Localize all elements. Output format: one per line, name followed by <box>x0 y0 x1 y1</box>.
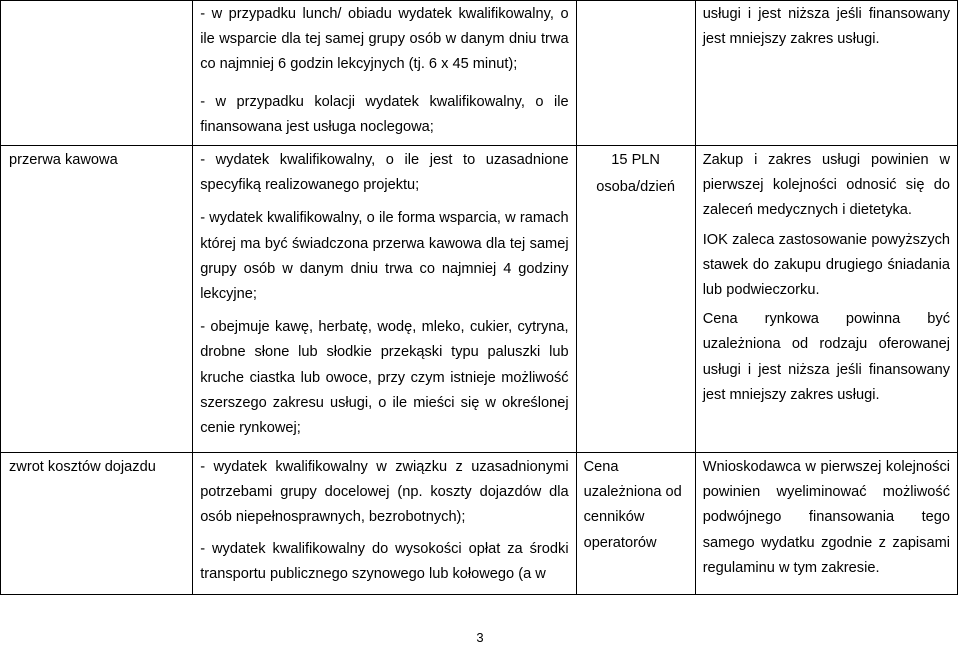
rate-cell <box>576 146 695 453</box>
condition-paragraph: - wydatek kwalifikowalny w związku z uzasadnionymi potrzebami grupy docelowej (np. koszty dojazdów dla osób niepełnosprawnych, bezrobotnych); <box>200 459 569 526</box>
condition-paragraph: - wydatek kwalifikowalny, o ile forma wsparcia, w ramach której ma być świadczona przerwa kawowa dla tej samej grupy osób w danym dniu trwa co najmniej 4 godziny lekcyjne; <box>200 210 569 303</box>
table-row-meals-continued <box>1 1 958 146</box>
notes-cell <box>695 146 957 453</box>
note-paragraph: Cena rynkowa powinna być uzależniona od rodzaju oferowanej usługi i jest niższa jeśli finansowany jest mniejszy zakres usługi. <box>702 311 950 403</box>
table-row-coffee-break <box>1 146 958 453</box>
condition-paragraph: - wydatek kwalifikowalny do wysokości opłat za środki transportu publicznego szynowego lub kołowego (a w <box>200 540 569 582</box>
rate-text: Cena uzależniona od cenników operatorów <box>583 459 682 551</box>
condition-paragraph: - w przypadku lunch/ obiadu wydatek kwalifikowalny, o ile wsparcie dla tej samej grupy osób w danym dniu trwa co najmniej 6 godzin lekcyjnych (tj. 6 x 45 minut); <box>200 6 569 73</box>
page-number: 3 <box>476 630 484 645</box>
conditions-cell <box>193 146 576 453</box>
notes-cell <box>695 1 957 146</box>
label-cell <box>1 1 193 146</box>
rate-cell <box>576 453 695 595</box>
note-paragraph: Zakup i zakres usługi powinien w pierwszej kolejności odnosić się do zaleceń medycznych i dietetyka. <box>702 152 950 219</box>
conditions-cell <box>193 453 576 595</box>
rate-amount: 15 PLN <box>611 152 660 168</box>
note-paragraph: Wnioskodawca w pierwszej kolejności powinien wyeliminować możliwość podwójnego finansowania tego samego wydatku zgodnie z zapisami regulaminu w tym zakresie. <box>702 459 950 576</box>
condition-paragraph: - wydatek kwalifikowalny, o ile jest to uzasadnione specyfiką realizowanego projektu; <box>200 152 569 194</box>
table-row-travel-costs <box>1 453 958 595</box>
note-paragraph: IOK zaleca zastosowanie powyższych stawek do zakupu drugiego śniadania lub podwieczorku. <box>702 231 950 299</box>
notes-cell <box>695 453 957 595</box>
note-paragraph: usługi i jest niższa jeśli finansowany jest mniejszy zakres usługi. <box>702 6 950 48</box>
label-cell <box>1 453 193 595</box>
rate-cell <box>576 1 695 146</box>
condition-paragraph: - w przypadku kolacji wydatek kwalifikowalny, o ile finansowana jest usługa noclegowa; <box>200 93 569 135</box>
label-cell <box>1 146 193 453</box>
row-label: przerwa kawowa <box>9 152 118 168</box>
condition-paragraph: - obejmuje kawę, herbatę, wodę, mleko, cukier, cytryna, drobne słone lub słodkie przekąski typu paluszki lub kruche ciastka lub owoce, przy czym istnieje możliwość szerszego zakresu usługi, o ile mieści się w określonej cenie rynkowej; <box>200 319 569 437</box>
conditions-cell <box>193 1 576 146</box>
rate-unit: osoba/dzień <box>596 179 675 196</box>
row-label: zwrot kosztów dojazdu <box>9 459 156 475</box>
